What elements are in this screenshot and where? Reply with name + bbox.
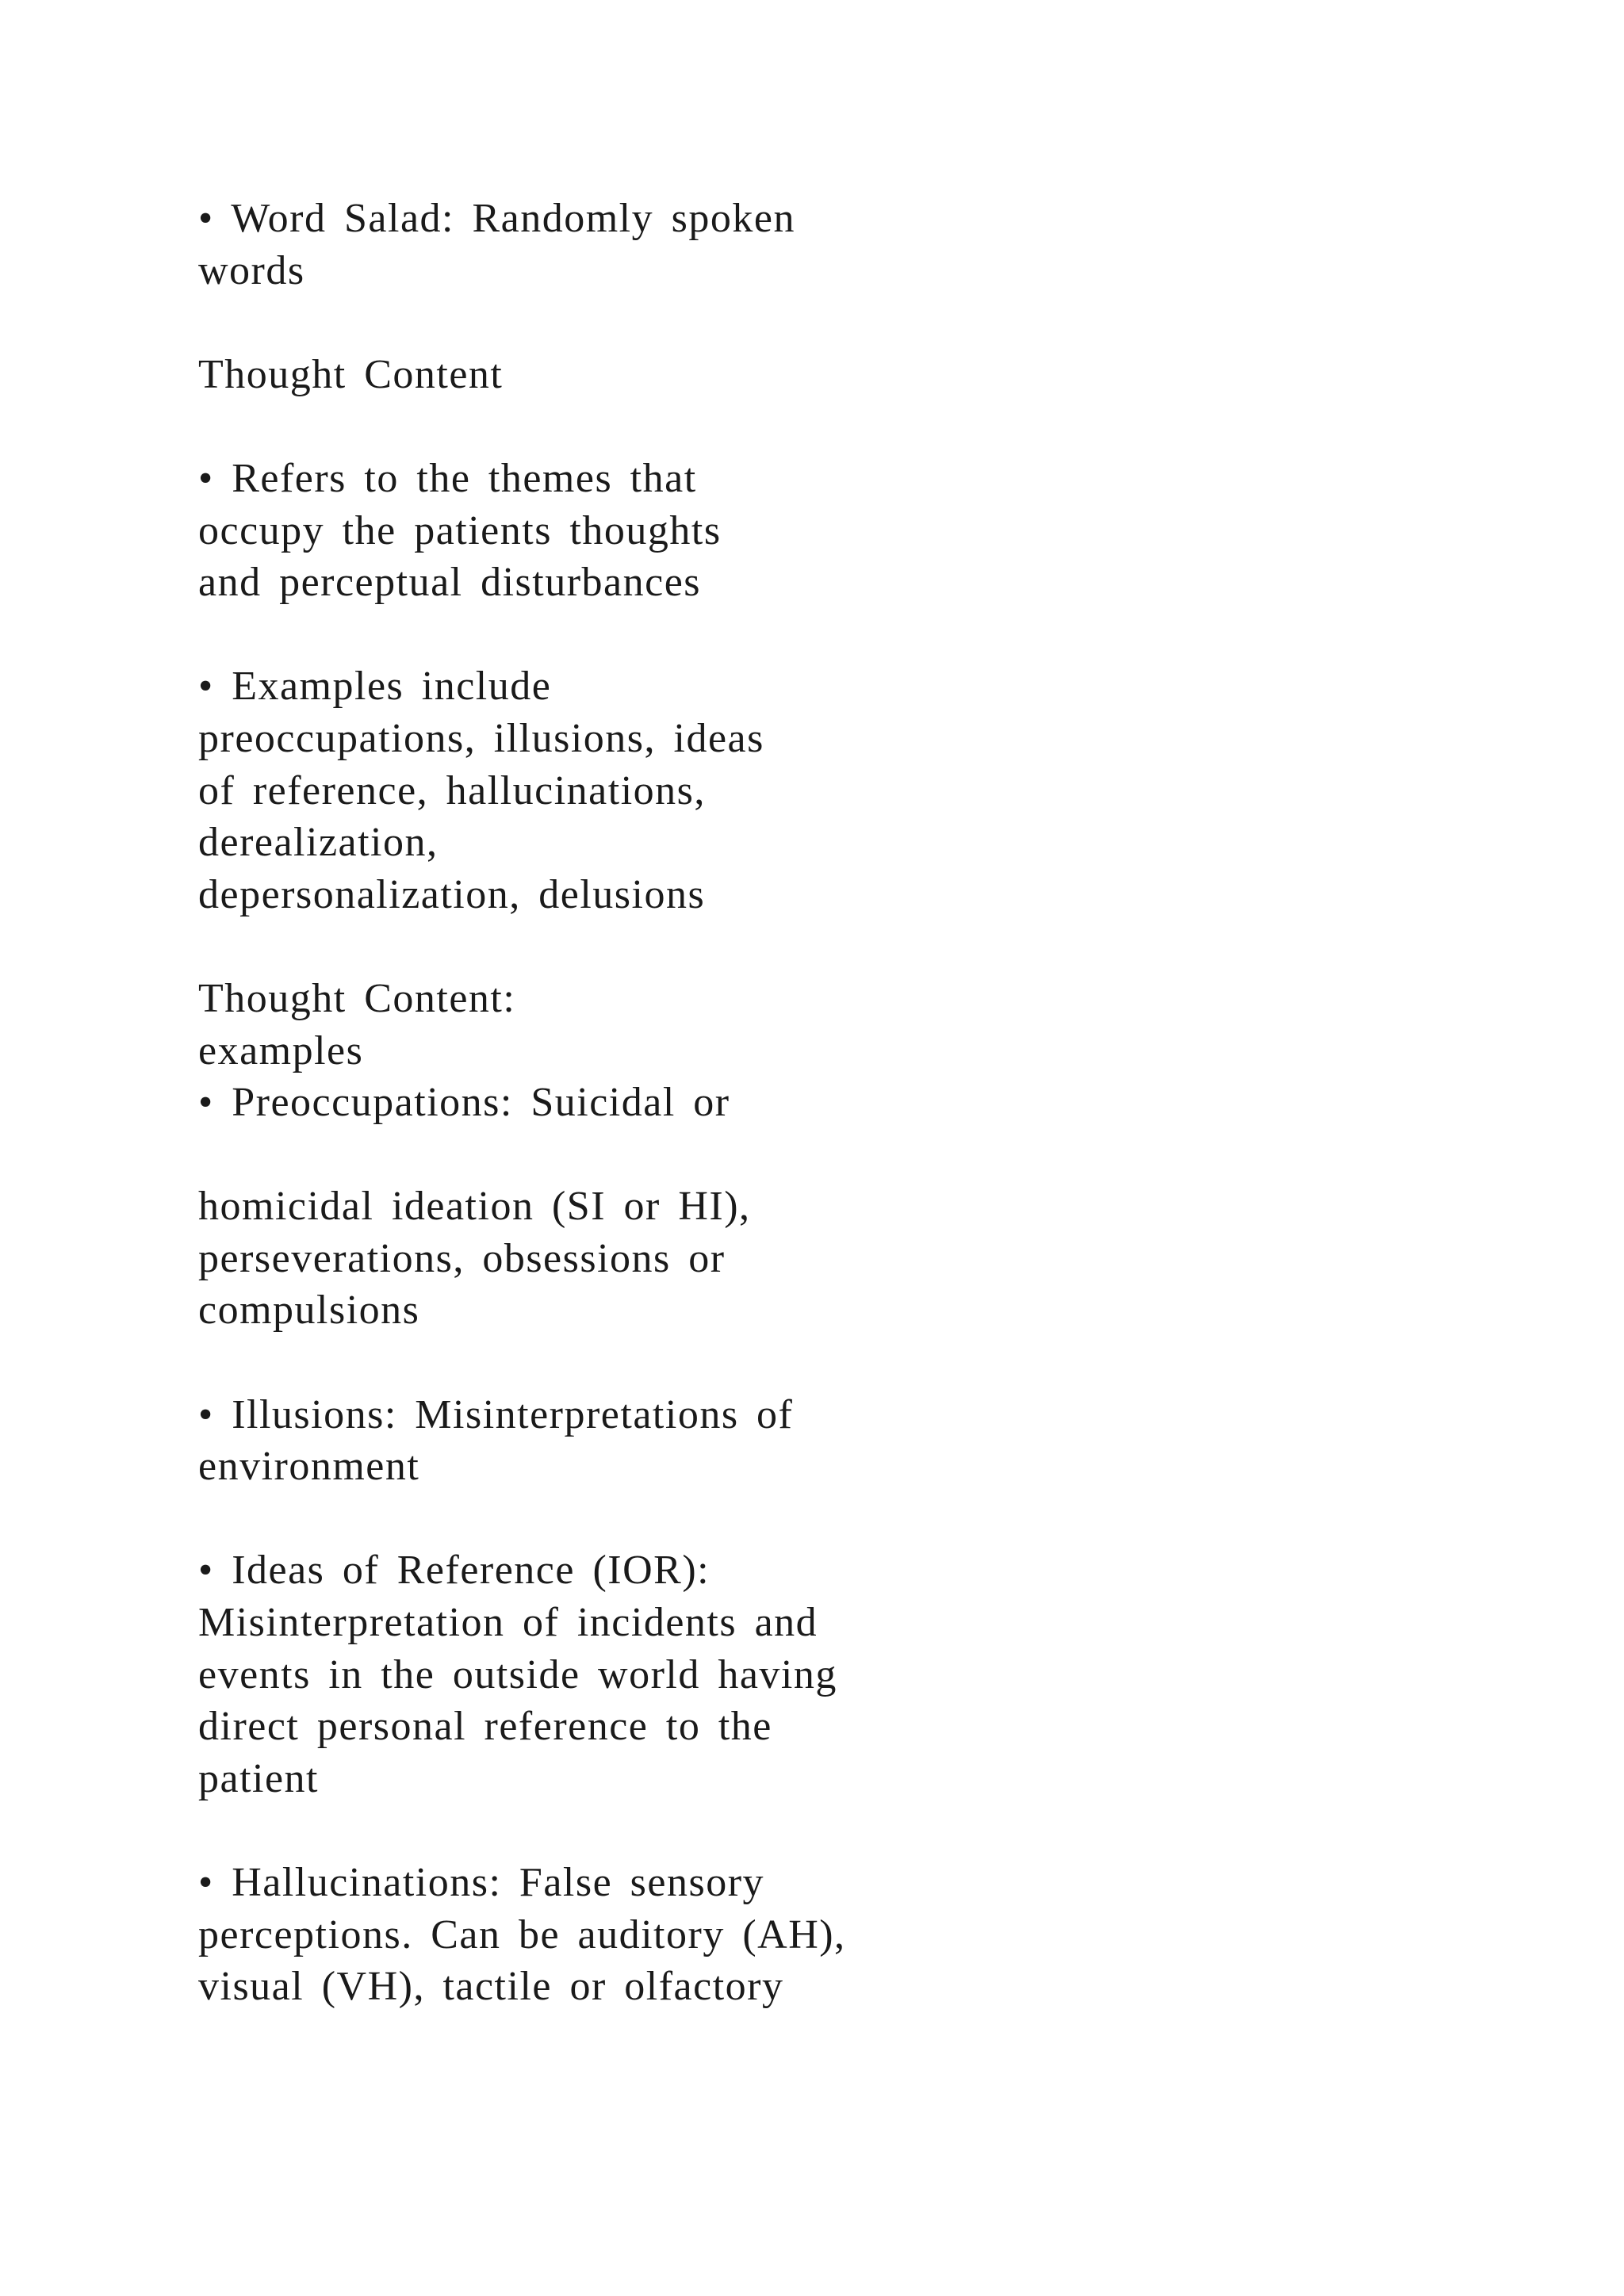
text-line: derealization, (198, 820, 439, 866)
text-line: perseverations, obsessions or (198, 1235, 726, 1281)
text-line: environment (198, 1444, 420, 1490)
text-line: homicidal ideation (SI or HI), (198, 1184, 751, 1230)
blank-line (198, 609, 1229, 661)
text-line: • Hallucinations: False sensory (198, 1860, 765, 1905)
section-heading: Thought Content: (198, 975, 516, 1021)
section-heading: Thought Content (198, 351, 504, 397)
text-line: depersonalization, delusions (198, 871, 706, 917)
text-line: • Examples include (198, 664, 552, 710)
blank-line (198, 400, 1229, 453)
blank-line (198, 1493, 1229, 1545)
text-line: patient (198, 1755, 320, 1801)
blank-line (198, 1129, 1229, 1181)
blank-line (198, 1337, 1229, 1389)
blank-line (198, 920, 1229, 973)
text-line: compulsions (198, 1288, 420, 1334)
text-line: words (198, 247, 305, 293)
text-line: preoccupations, illusions, ideas (198, 715, 764, 761)
text-line: • Preoccupations: Suicidal or (198, 1080, 730, 1126)
text-line: occupy the patients thoughts (198, 507, 722, 553)
text-line: perceptions. Can be auditory (AH), (198, 1911, 846, 1957)
text-line: visual (VH), tactile or olfactory (198, 1964, 784, 2010)
document-body (198, 193, 1229, 2013)
text-line: direct personal reference to the (198, 1704, 772, 1750)
text-line: and perceptual disturbances (198, 560, 702, 606)
text-line: events in the outside world having (198, 1651, 837, 1697)
text-line: of reference, hallucinations, (198, 767, 706, 813)
text-line: • Word Salad: Randomly spoken (198, 196, 795, 241)
text-line: Misinterpretation of incidents and (198, 1600, 818, 1646)
text-line: examples (198, 1027, 364, 1073)
text-line: • Ideas of Reference (IOR): (198, 1548, 710, 1594)
blank-line (198, 297, 1229, 349)
blank-line (198, 1804, 1229, 1857)
text-line: • Illusions: Misinterpretations of (198, 1391, 794, 1437)
text-line: • Refers to the themes that (198, 455, 697, 501)
